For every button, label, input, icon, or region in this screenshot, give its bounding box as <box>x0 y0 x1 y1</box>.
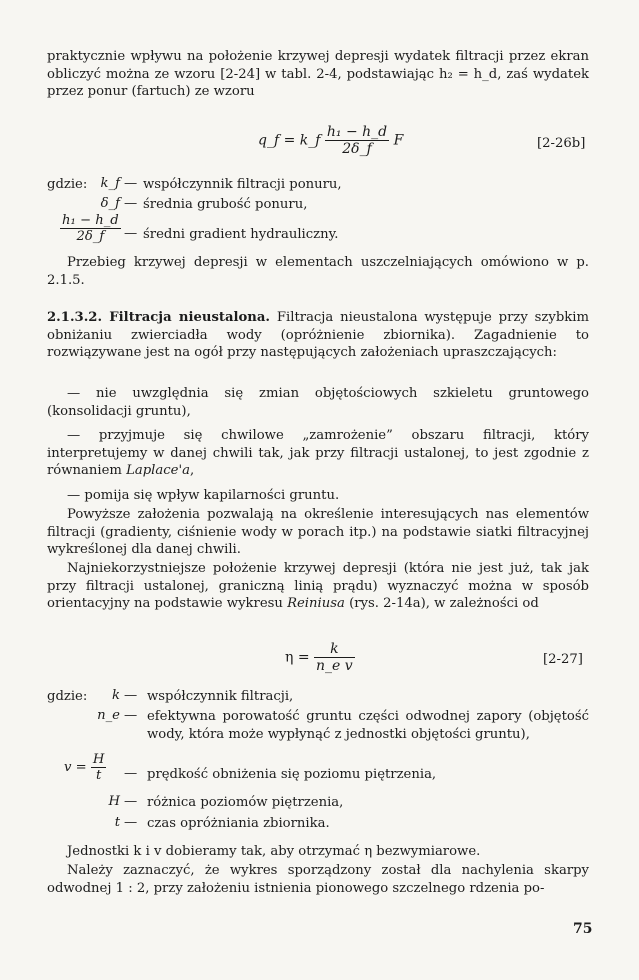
defs2-desc-H: różnica poziomów piętrzenia, <box>147 795 344 810</box>
defs2-gdzie: gdzie: <box>47 689 88 704</box>
defs1-gradient-num: h₁ − h_d <box>62 213 119 228</box>
powyzsze-paragraph: Powyższe założenia pozwalają na określenie interesujących nas elementów filtracji (gradienty, ciśnienie wody w porach itp.) na podstawie siatki filtracyjnej wykreślonej dla danej chwili. <box>47 507 589 558</box>
eq2-numerator: k <box>314 641 355 658</box>
defs2-term-H: H <box>108 794 120 809</box>
bullet-2 <box>47 427 589 480</box>
defs2-dash-H: — <box>124 794 138 809</box>
equation-2-27 <box>285 641 355 674</box>
bullet-2-laplace: Laplace'a <box>126 463 190 479</box>
defs1-term-delta-f: δ_f <box>100 196 120 211</box>
najniekorzystniejsze-paragraph <box>47 560 589 613</box>
najniek-pre: Najniekorzystniejsze położenie krzywej depresji (która nie jest już, tak jak przy filtracji ustalonej, graniczną linią prądu) wyznaczyć można w sposób orientacyjny na podstawie wykresu <box>47 561 589 612</box>
eq1-rhs: F <box>393 132 404 149</box>
defs1-term-kf: k_f <box>100 176 120 191</box>
defs2-term-v: v = <box>64 760 87 775</box>
eq1-numerator: h₁ − h_d <box>326 124 388 140</box>
defs2-dash-ne: — <box>124 708 138 723</box>
defs1-dash-2: — <box>124 196 138 211</box>
section-2-1-3-2 <box>47 309 589 362</box>
najniek-reiniusa: Reiniusa <box>287 596 345 612</box>
equation-2-27-label: [2-27] <box>543 652 583 667</box>
section-heading: 2.1.3.2. Filtracja nieustalona. <box>47 310 271 325</box>
defs2-v-den: t <box>96 768 102 783</box>
defs2-dash-t: — <box>124 815 138 830</box>
defs1-dash-1: — <box>124 176 138 191</box>
defs2-dash-k: — <box>124 688 138 703</box>
eq1-fraction <box>325 124 389 157</box>
defs1-gradient-fraction <box>60 213 121 244</box>
bullet-3: — pomija się wpływ kapilarności gruntu. <box>67 488 340 503</box>
najniek-post: (rys. 2-14a), w zależności od <box>344 596 539 612</box>
eq1-denominator: 2δ_f <box>342 141 372 157</box>
defs2-velocity <box>64 752 106 783</box>
defs2-desc-ne: efektywna porowatość gruntu części odwodnej zapory (objętość wody, która może wypłynąć z jednostki objętości gruntu), <box>147 709 589 742</box>
defs2-desc-k: współczynnik filtracji, <box>147 689 294 704</box>
intro-paragraph: praktycznie wpływu na położenie krzywej depresji wydatek filtracji przez ekran obliczyć można ze wzoru [2-24] w tabl. 2-4, podstawiając h₂ = h_d, zaś wydatek przez ponur (fartuch) ze wzoru <box>47 49 589 100</box>
eq2-lhs: η = <box>285 649 310 666</box>
page-number: 75 <box>573 921 593 937</box>
defs2-term-t: t <box>114 815 120 830</box>
defs1-desc-gradient: średni gradient hydrauliczny. <box>143 227 339 242</box>
defs2-desc-v: prędkość obniżenia się poziomu piętrzenia, <box>147 767 437 782</box>
eq1-lhs: q_f = k_f <box>258 132 321 149</box>
eq2-fraction <box>314 641 355 674</box>
defs1-desc-kf: współczynnik filtracji ponuru, <box>143 177 342 192</box>
defs2-term-ne: n_e <box>97 708 120 723</box>
defs2-dash-v: — <box>124 766 138 781</box>
nalezy-paragraph: Należy zaznaczyć, że wykres sporządzony został dla nachylenia skarpy odwodnej 1 : 2, przy założeniu istnienia pionowego szczelnego rdzenia po- <box>47 863 589 896</box>
defs1-gdzie: gdzie: <box>47 177 88 192</box>
section-text: Filtracja nieustalona występuje przy szybkim obniżaniu zwierciadła wody (opróżnienie zbiornika). Zagadnienie to rozwiązywane jest na ogół przy następujących założeniach upraszczających: <box>47 310 589 361</box>
defs2-desc-t: czas opróżniania zbiornika. <box>147 816 330 831</box>
bullet-2-text: — przyjmuje się chwilowe „zamrożenie” obszaru filtracji, który interpretujemy w danej chwili tak, jak przy filtracji ustalonej, to jest zgodnie z równaniem <box>47 428 589 479</box>
bullet-1: — nie uwzględnia się zmian objętościowych szkieletu gruntowego (konsolidacji gruntu), <box>47 386 589 419</box>
przebieg-paragraph: Przebieg krzywej depresji w elementach uszczelniających omówiono w p. 2.1.5. <box>47 255 589 288</box>
bullet-2-end: , <box>189 463 195 479</box>
jednostki-paragraph: Jednostki k i v dobieramy tak, aby otrzymać η bezwymiarowe. <box>67 844 481 859</box>
equation-2-26b-label: [2-26b] <box>537 136 586 151</box>
defs1-desc-delta-f: średnia grubość ponuru, <box>143 197 308 212</box>
defs1-dash-3: — <box>124 226 138 241</box>
equation-2-26b <box>258 124 403 157</box>
eq2-denominator: n_e v <box>316 658 353 674</box>
defs2-v-num: H <box>92 752 105 767</box>
defs1-gradient-den: 2δ_f <box>76 229 105 244</box>
defs2-term-k: k <box>112 688 120 703</box>
